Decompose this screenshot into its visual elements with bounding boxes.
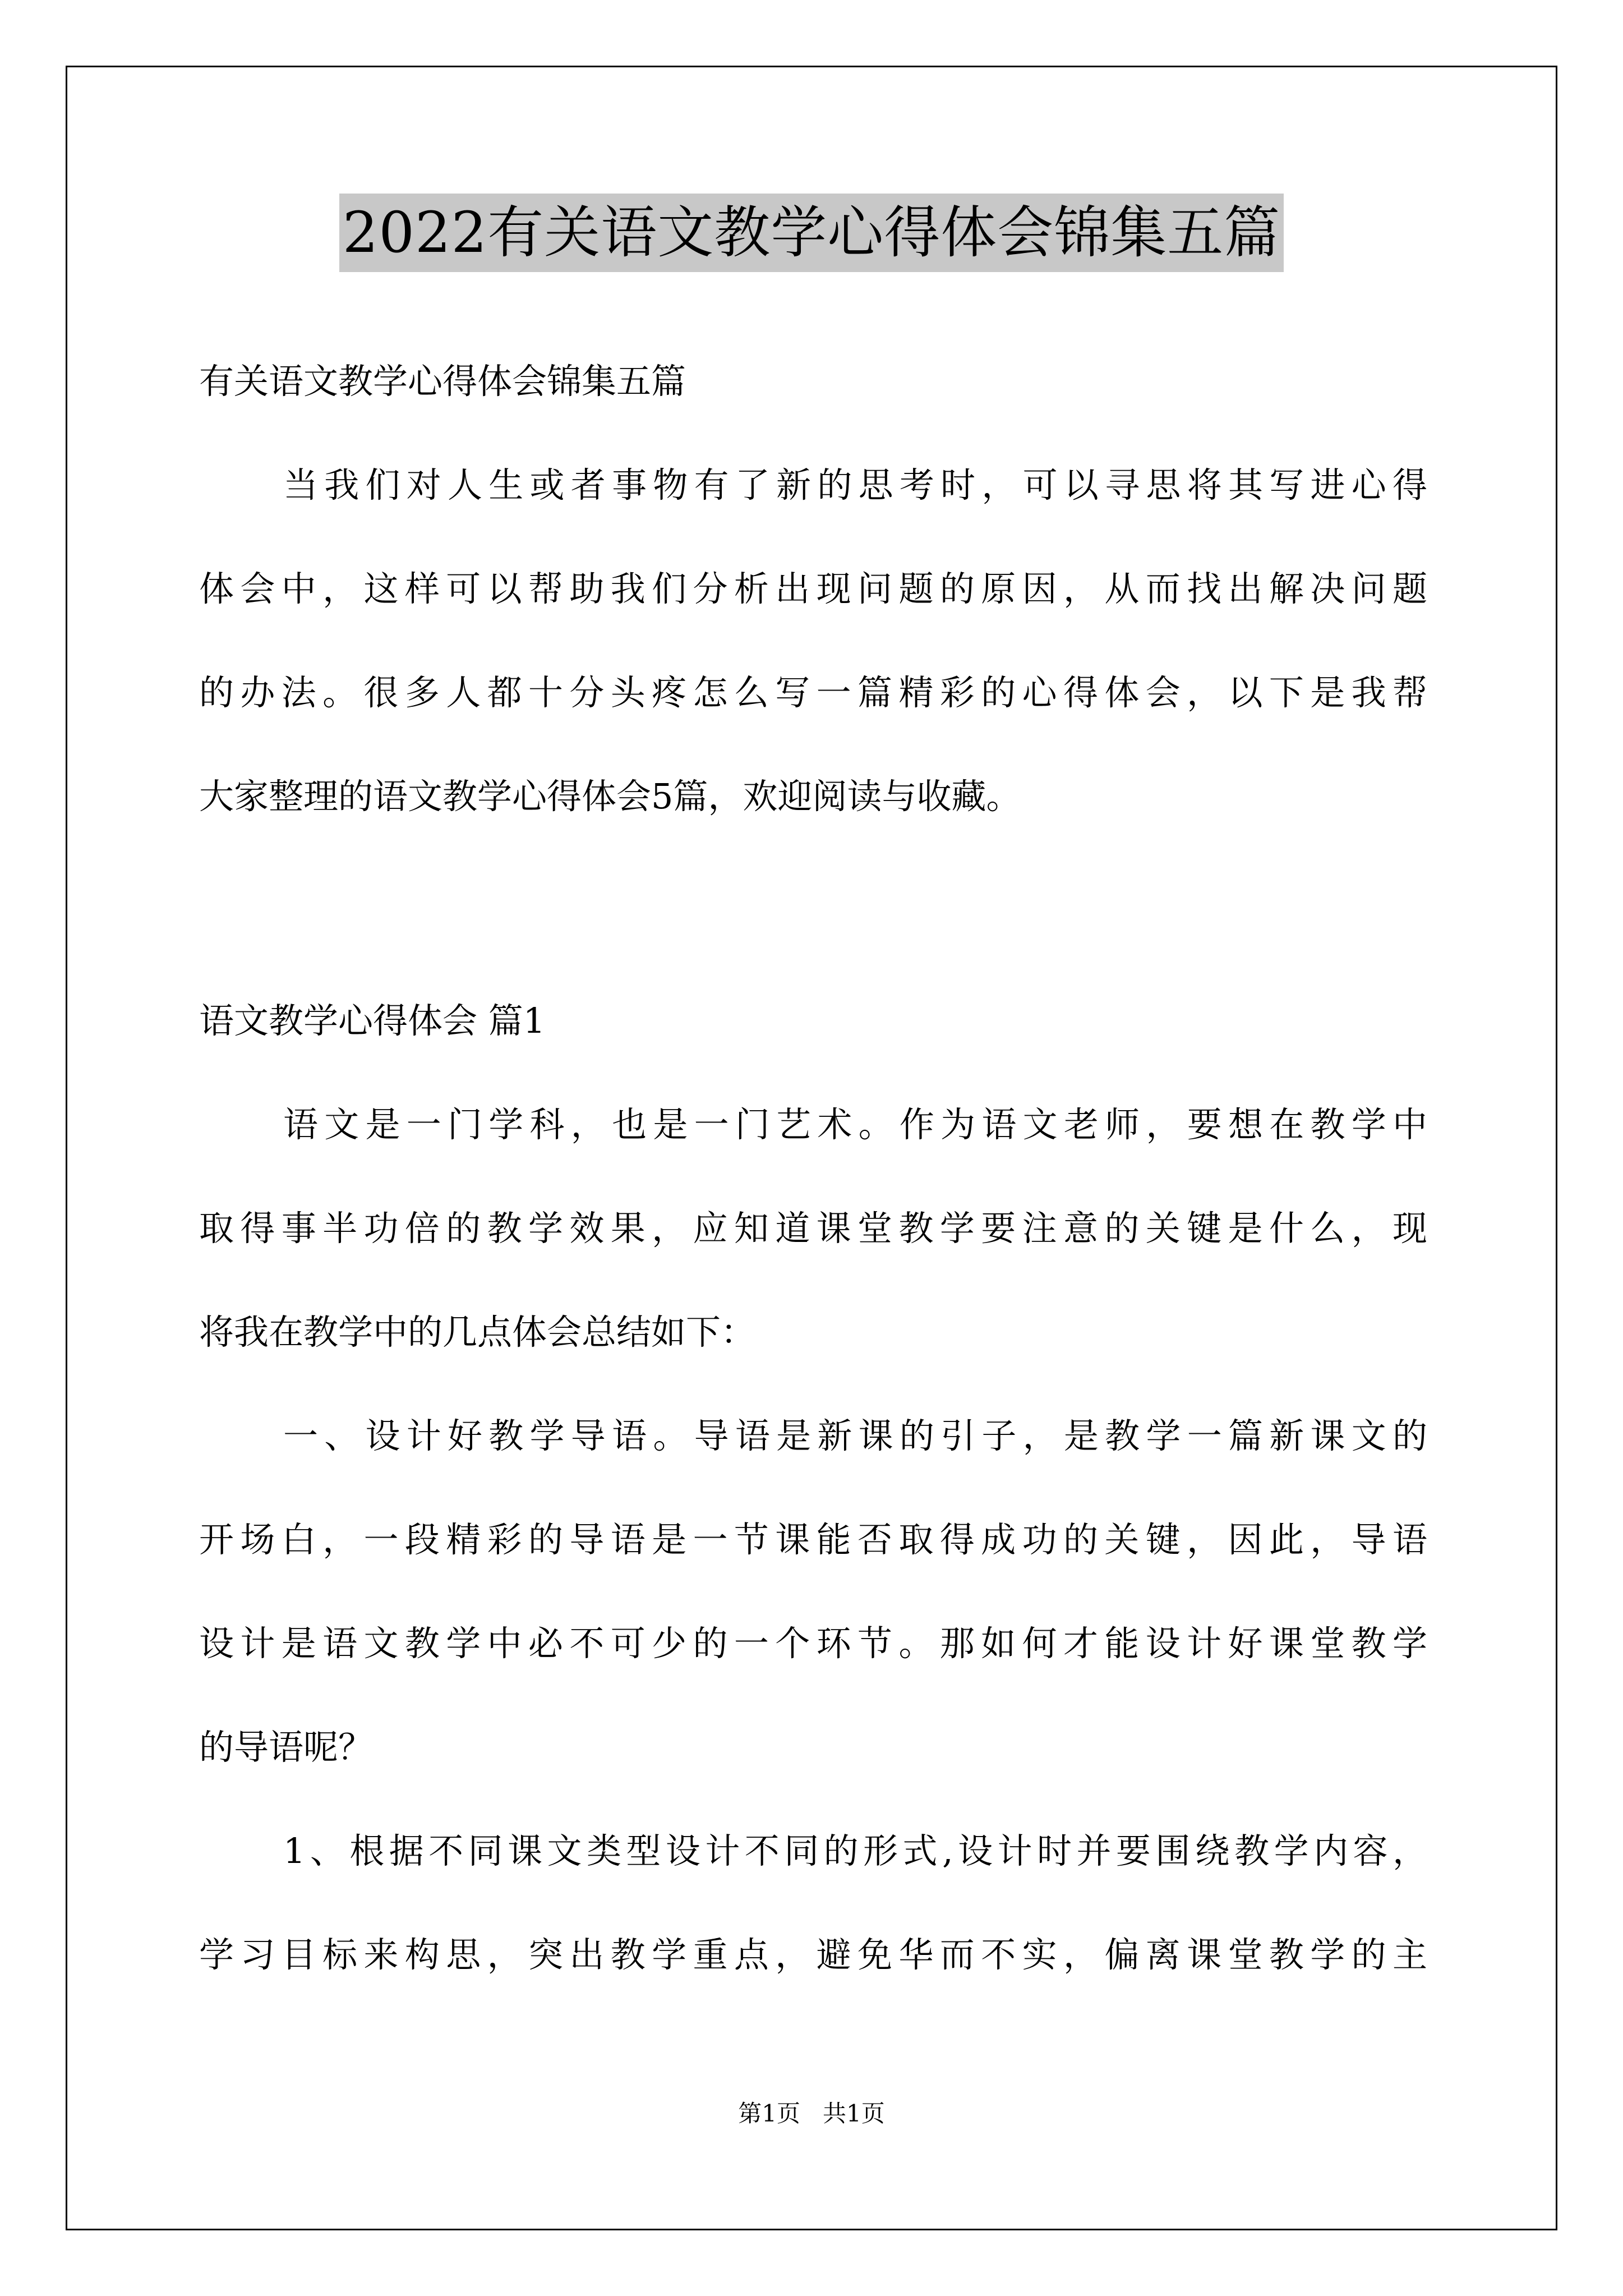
paragraph-line: 的导语呢？	[199, 1727, 374, 1768]
paragraph-line: 一、设计好教学导语。导语是新课的引子，是教学一篇新课文的	[283, 1415, 1427, 1456]
section-heading: 语文教学心得体会 篇1	[199, 1000, 546, 1041]
paragraph-line: 取得事半功倍的教学效果，应知道课堂教学要注意的关键是什么，现	[199, 1208, 1427, 1249]
paragraph-line: 设计是语文教学中必不可少的一个环节。那如何才能设计好课堂教学	[199, 1623, 1427, 1664]
paragraph-line: 体会中，这样可以帮助我们分析出现问题的原因，从而找出解决问题	[199, 568, 1427, 609]
paragraph-line: 学习目标来构思，突出教学重点，避免华而不实，偏离课堂教学的主	[199, 1934, 1427, 1975]
paragraph-line: 语文是一门学科，也是一门艺术。作为语文老师，要想在教学中	[283, 1104, 1427, 1145]
subtitle: 有关语文教学心得体会锦集五篇	[199, 361, 686, 402]
paragraph-line: 当我们对人生或者事物有了新的思考时，可以寻思将其写进心得	[283, 464, 1427, 505]
paragraph-line: 大家整理的语文教学心得体会5篇，欢迎阅读与收藏。	[199, 776, 1021, 817]
document-title: 2022有关语文教学心得体会锦集五篇	[339, 194, 1284, 272]
paragraph-line: 将我在教学中的几点体会总结如下：	[199, 1312, 756, 1352]
title-container	[0, 194, 1623, 272]
paragraph-line: 1、根据不同课文类型设计不同的形式,设计时并要围绕教学内容，	[283, 1830, 1427, 1871]
page-footer: 第1页 共1页	[738, 2100, 885, 2127]
paragraph-line: 的办法。很多人都十分头疼怎么写一篇精彩的心得体会，以下是我帮	[199, 672, 1427, 713]
paragraph-line: 开场白，一段精彩的导语是一节课能否取得成功的关键，因此，导语	[199, 1519, 1427, 1560]
